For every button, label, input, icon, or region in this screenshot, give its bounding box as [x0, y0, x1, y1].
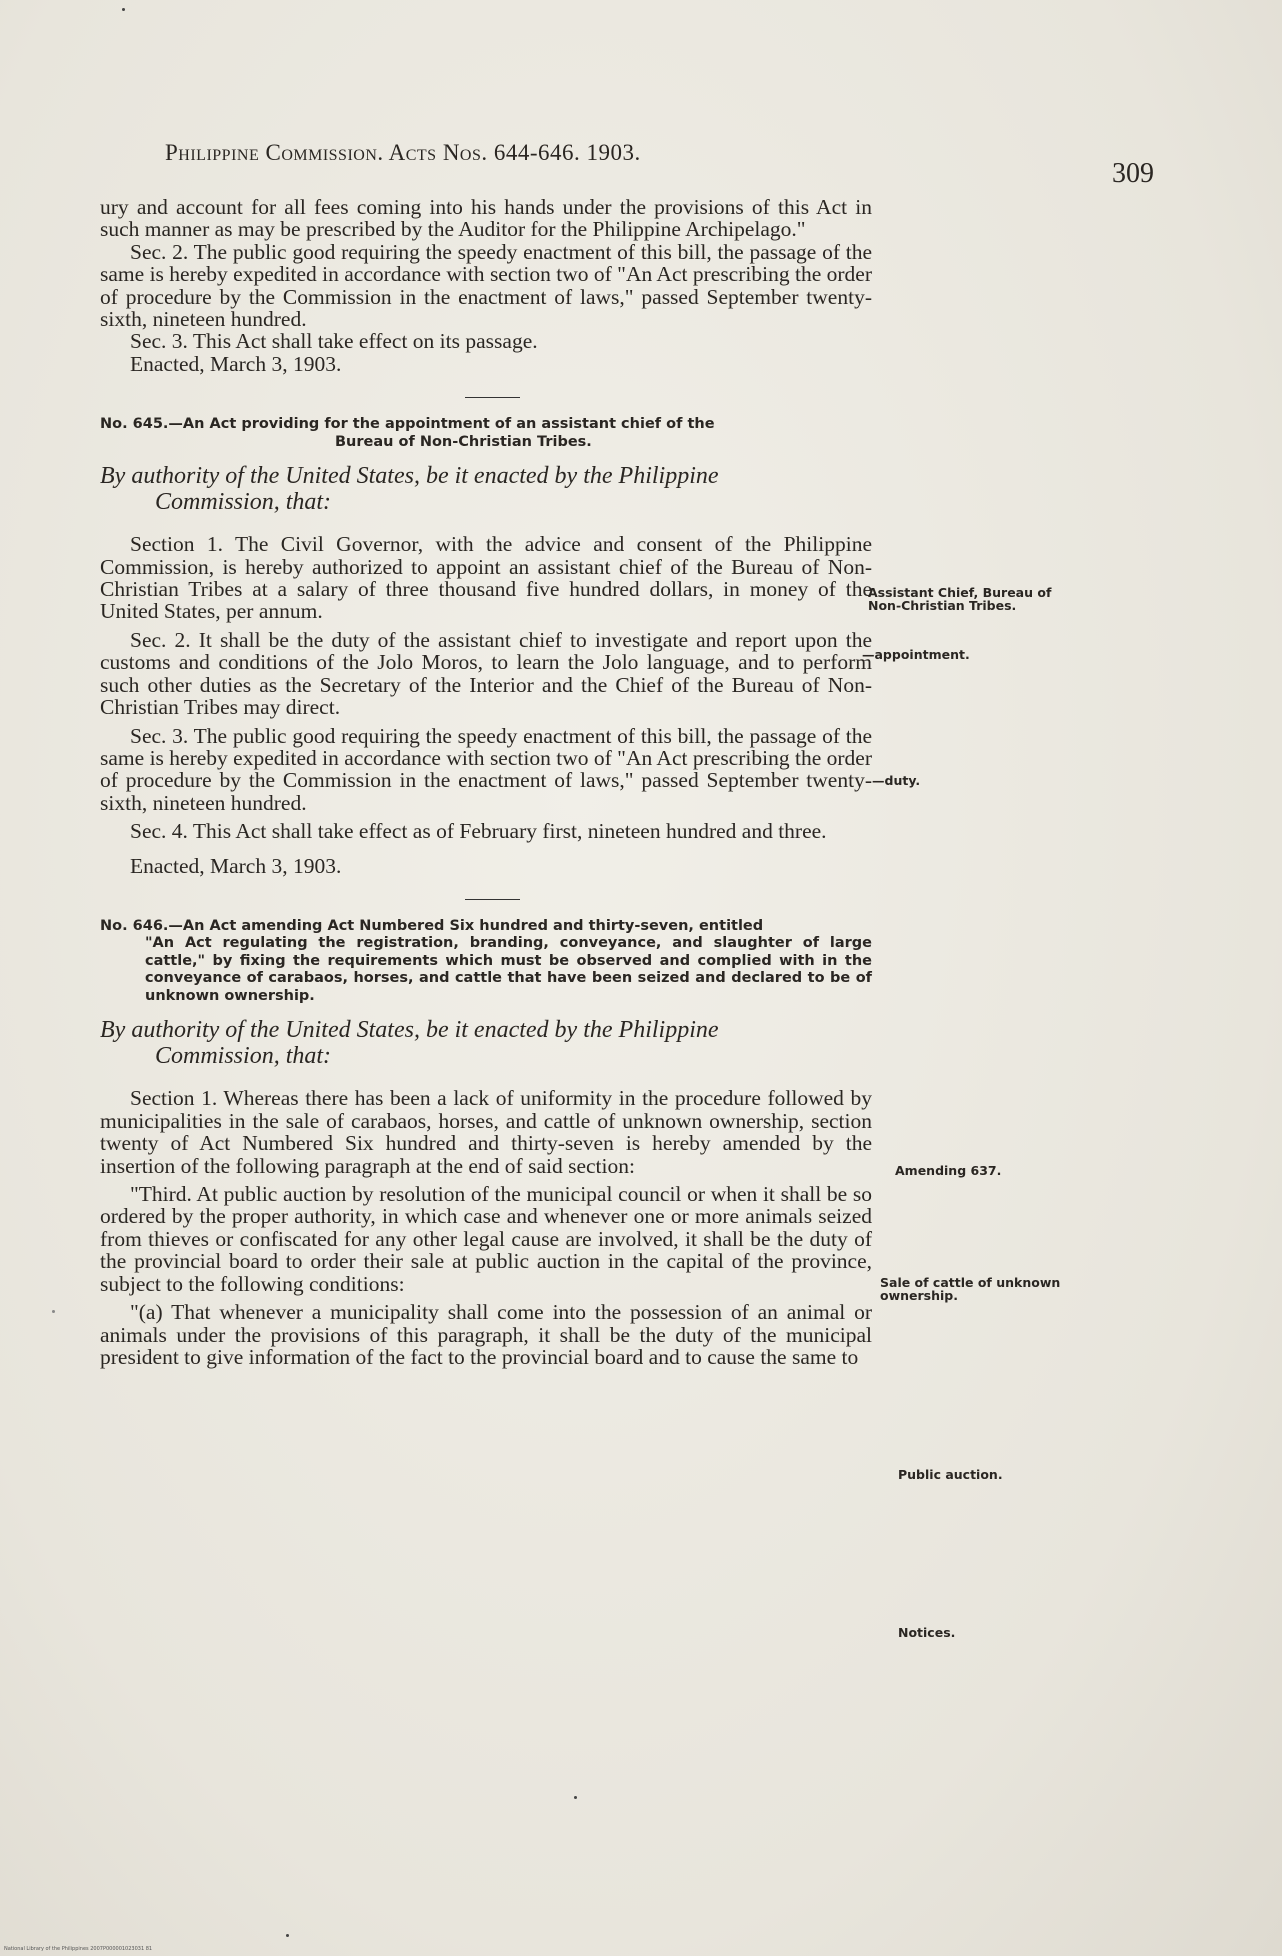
enacting-line-2: Commission, that: [155, 489, 332, 516]
paper-speck [122, 8, 125, 11]
margin-note-public-auction: Public auction. [898, 1467, 1003, 1482]
paragraph-continuation: ury and account for all fees coming into his hands under the provisions of this Act in such manner as may be prescribed by the Auditor for the Philippine Archipelago." [100, 195, 872, 242]
section-divider [465, 899, 520, 900]
act-645-section-3: Sec. 3. The public good requiring the speedy enactment of this bill, the passage of the same is hereby expedited in accordance with section two of "An Act prescribing the order of procedure by the Commission in the enactment of laws," passed September twenty-sixth, nineteen hundred. [100, 723, 872, 815]
margin-note-notices: Notices. [898, 1625, 956, 1640]
enacting-line-1: By authority of the United States, be it enacted by the Philippine [100, 463, 719, 490]
act-645-heading-line-1: No. 645.—An Act providing for the appointment of an assistant chief of the [100, 416, 715, 433]
enacting-line-2: Commission, that: [155, 1043, 332, 1070]
scan-credit: National Library of the Philippines 2007P000001023031 81 [4, 1946, 153, 1952]
act-646-heading-rest: "An Act regulating the registration, branding, conveyance, and slaughter of large cattle," by fixing the requirements which must be observed and complied with in the conveyance of carabaos, horses, and cattle that have been seized and declared to be of unknown ownership. [145, 935, 872, 1004]
act-645-heading-line-2: Bureau of Non-Christian Tribes. [335, 433, 592, 450]
act-646-heading [100, 918, 872, 1006]
act-646-section-1: Section 1. Whereas there has been a lack of uniformity in the procedure followed by municipalities in the sale of carabaos, horses, and cattle of unknown ownership, section twenty of Act Numbered Six hundred and thirty-seven is hereby amended by the insertion of the following paragraph at the end of said section: [100, 1086, 872, 1178]
act-645-heading [100, 416, 872, 451]
margin-note-assistant-chief: Assistant Chief, Bureau of Non-Christian Tribes. [868, 585, 1052, 613]
section-divider [465, 397, 520, 398]
margin-note-sale-of-cattle: Sale of cattle of unknown ownership. [880, 1275, 1061, 1303]
margin-note-amending: Amending 637. [895, 1163, 1002, 1178]
act-646-third-paragraph: "Third. At public auction by resolution of the municipal council or when it shall be so ordered by the proper authority, in which case and whenever one or more animals seized from thieves or confiscated for any other legal cause are involved, it shall be the duty of the provincial board to order their sale at public auction in the capital of the province, subject to the following conditions: [100, 1182, 872, 1296]
page-body [100, 196, 872, 1368]
act-645-section-1: Section 1. The Civil Governor, with the advice and consent of the Philippine Commission, is hereby authorized to appoint an assistant chief of the Bureau of Non-Christian Tribes at a salary of three thousand five hundred dollars, in money of the United States, per annum. [100, 532, 872, 624]
paragraph-sec-2: Sec. 2. The public good requiring the speedy enactment of this bill, the passage of the same is hereby expedited in accordance with section two of "An Act prescribing the order of procedure by the Commission in the enactment of laws," passed September twenty-sixth, nineteen hundred. [100, 239, 872, 332]
paper-speck [574, 1796, 577, 1799]
enacting-line-1: By authority of the United States, be it enacted by the Philippine [100, 1017, 719, 1044]
margin-note-duty: —duty. [872, 773, 921, 788]
enacted-date: Enacted, March 3, 1903. [130, 351, 342, 376]
act-645-section-4: Sec. 4. This Act shall take effect as of February first, nineteen hundred and three. [130, 819, 827, 844]
paper-speck [52, 1310, 55, 1313]
act-646-heading-line-1: No. 646.—An Act amending Act Numbered Six hundred and thirty-seven, entitled [100, 917, 764, 934]
margin-note-appointment: —appointment. [862, 647, 970, 662]
running-head: Philippine Commission. Acts Nos. 644-646. 1903. [165, 140, 641, 165]
act-645-section-2: Sec. 2. It shall be the duty of the assistant chief to investigate and report upon the customs and conditions of the Jolo Moros, to learn the Jolo language, and to perform such other duties as the Secretary of the Interior and the Chief of the Bureau of Non-Christian Tribes may direct. [100, 627, 872, 720]
page-number: 309 [1112, 158, 1154, 189]
act-646-condition-a: "(a) That whenever a municipality shall come into the possession of an animal or animals under the provisions of this paragraph, it shall be the duty of the municipal president to give information of the fact to the provincial board and to cause the same to [100, 1300, 872, 1369]
paper-speck [286, 1934, 289, 1937]
paragraph-sec-3: Sec. 3. This Act shall take effect on its passage. [130, 329, 538, 354]
act-646-enacting-clause [100, 1017, 872, 1069]
act-645-enacted: Enacted, March 3, 1903. [130, 853, 342, 878]
act-645-enacting-clause [100, 463, 872, 515]
